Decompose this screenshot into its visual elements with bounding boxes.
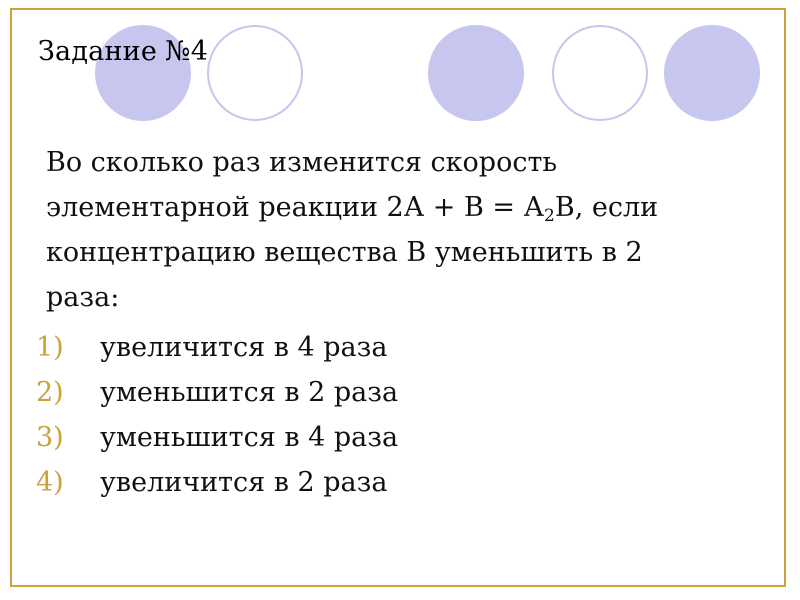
slide-title [38,36,208,67]
option-text: увеличится в 4 раза [100,332,388,363]
option-number: 1) [36,332,64,363]
decorative-circle-outline [552,25,648,121]
question-line: Во сколько раз изменится скорость [46,147,558,178]
title-number: №4 [165,36,209,67]
title-text: Задание [38,36,158,67]
question-line [46,185,766,230]
decorative-circle-outline [207,25,303,121]
option-text: уменьшится в 4 раза [100,422,399,453]
question-line: концентрацию вещества В уменьшить в 2 [46,237,643,268]
option-text: уменьшится в 2 раза [100,377,399,408]
question-line: раза: [46,282,120,313]
decorative-circle-filled [428,25,524,121]
option-number: 3) [36,422,64,453]
question-formula-start: элементарной реакции 2А + В = А [46,192,545,223]
option-text: увеличится в 2 раза [100,467,388,498]
decorative-circle-filled [664,25,760,121]
option-number: 2) [36,377,64,408]
option-number: 4) [36,467,64,498]
question-text [46,140,766,320]
formula-subscript: 2 [544,206,555,226]
question-formula-end: В, если [554,192,659,223]
